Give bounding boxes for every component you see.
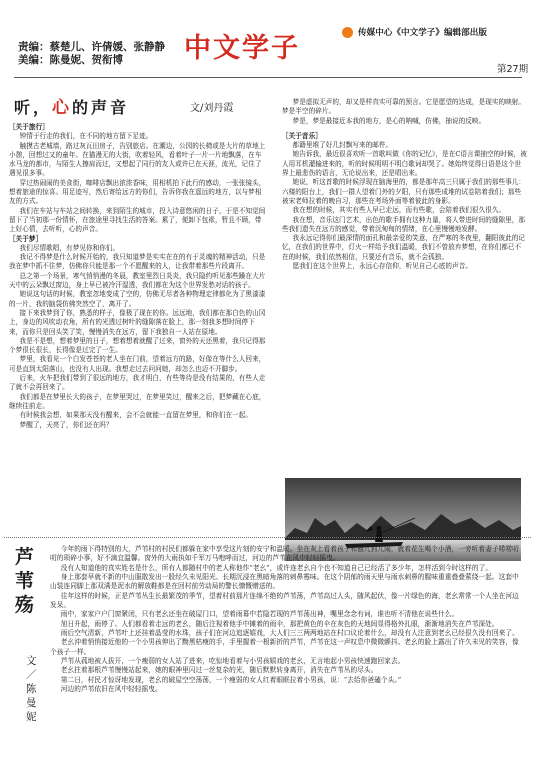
paragraph: 没有人知道他的真实姓名是什么，所有人都随村中的老人称他作“老幺”，或许连老幺自个也不知道自己已经活了多少年，怎样活到今时这样的了。 xyxy=(60,563,493,572)
paragraph: 后来，火车把我们带到了很远的地方，我才明白，有些等待是没有结果的，有些人走了就不会再回来了。 xyxy=(9,374,266,392)
article-divider xyxy=(4,537,531,538)
article1-title-a: 听， xyxy=(14,98,53,117)
paragraph: 接下来我梦到了你，熟悉的样子，像极了现在的你。远远地，我们都在那白色的山冈上，身边的风吹动衣角，所有的光透过树叶的缝隙落在脸上，那一刻我多想时间停下来，而你只是回头笑了笑，慢慢消失在远方，留下我独自一人站在原地。 xyxy=(9,308,266,336)
header-divider xyxy=(14,77,522,78)
section-travel-heading: ［关于旅行］ xyxy=(9,123,49,131)
paragraph: 穿过热闹闹的美食街，咖啡店飘出浓浓香味，用相机拍下此行的感动，一张张镜头，想着旅途的惊喜。用足迹写，然后寄给远方的你们，告诉你我在遥远的地方，以与梦相友的方式。 xyxy=(9,178,266,206)
paragraph: 老幺拄着那根芦苇慢慢站起来，她的眼神里闪过一丝复杂的光，随后默默转身离开，消失在芦苇丛的尽头。 xyxy=(60,666,378,675)
paragraph: 旭日升起，雨停了。人们都看着走远的老幺，随后注视着他手中摊着的雨伞，那把黄色的伞在灰色的天地间显得格外扎眼，渐渐地消失在芦苇深处。 xyxy=(60,619,499,628)
orange-dot-icon xyxy=(342,27,353,38)
paragraph: 梦醒了，天亮了，你们还在吗？ xyxy=(19,420,113,429)
article1-right-column xyxy=(282,98,527,476)
paragraph: 愿我们在这个世界上，永远心存信仰，听见自己心底的声音。 xyxy=(292,262,472,271)
paragraph: 梦里，我看见一个白发苍苍的老人坐在门前，望着远方的路，好像在等什么人回来，可是直到太阳落山，也没有人出现。我想走过去问问她，却怎么也迈不开脚步。 xyxy=(9,355,266,373)
paragraph: 芦苇从菰地被人拔开，一个瘦弱的女人站了进来，吃惊地看着与小男孩嬉戏的老幺，无言地起小男孩快速跑回家去。 xyxy=(60,657,405,666)
editors-line: 责编：蔡楚儿、许倩媛、张静静 xyxy=(18,41,165,53)
paragraph: 我永远记得你们最深情的面孔和最亲爱的笑意，在严寒的冬夜里，翻阳彼此的记忆，在我们的世界中，灯火一样给予我们温暖，我们不曾放弃梦想，在你们都已不在的时候，我们依然相信，只要还有音乐，就不会孤独。 xyxy=(282,234,526,261)
paragraph: 我在想，音乐这门艺术，出色的歌手拥有这种力量，将人带进时间的缝隙里，那些我们遗失在远方的感觉，带着沉甸甸的情绪，在心里慢慢地发酵。 xyxy=(282,215,526,233)
paragraph: 雨中，家家户户门窗紧闭，只有老幺还坐在破屋门口，望着雨幕中若隐若现的芦苇荡出神，嘴里念念有词，谁也听不清他在说些什么。 xyxy=(60,610,459,619)
article2-author: 文／陈曼妮 xyxy=(26,655,37,723)
paragraph: 有时候我会想，如果那天没有醒来，会不会就能一直留在梦里，和你们在一起。 xyxy=(19,411,253,420)
paragraph: 雨后空气清新，芦苇叶上还挂着晶莹的水珠，孩子们在河边追逐嬉戏，大人们三三两两地站在村口议论着什么，却没有人注意到老幺已经很久没有回来了。 xyxy=(60,629,519,638)
article2-title: 芦苇殇 xyxy=(15,546,35,616)
paragraph: 她告诉我，最近很喜欢听一首歌叫做《你的记忆》，是在C语言课抽空的时候，被人用耳机灌输进来的，听的时候明明不明白歌词却哭了。她始终觉得日语是这个世界上最悲伤的语言，无论说出来，还是唱出来。 xyxy=(282,150,527,178)
paragraph: 梦是，梦是最接近本我的地方，是心的呐喊，仿佛，抽说的反映。 xyxy=(292,116,486,125)
paragraph: 今年的雨下得特别的大，芦苇村的村民们都躲在家中享受这片刻的安宁和温暖。坐在灰上看着孩子和猫儿狗儿闹，就着花生喝个小酒，一旁听着妻子唠唠叨叨的琐碎小事，好不滴宜温馨。窗外的大雨执如千军万马咆哮而过，河边的芦苇在风中轻轻摇曳。 xyxy=(50,545,519,563)
paragraph: 都籍里堆了好几封飘写来的邮件。 xyxy=(292,141,393,150)
paragraph: 钟情于行走的我们，在不同的地方留下足迹。 xyxy=(19,132,153,141)
publisher-info xyxy=(342,26,487,38)
masthead-title: 中文学子 xyxy=(184,33,300,64)
paragraph: 往年这样的时候，正是芦苇丛生长最繁茂的季节，望着村前那片连绵不绝的芦苇荡，芦苇高过人头，随风起伏，像一片绿色的海，老幺常常一个人坐在河边发呆。 xyxy=(50,591,519,610)
paragraph: 河边的芦苇依旧在风中轻轻摇曳。 xyxy=(60,685,162,694)
heart-character: 心 xyxy=(52,98,73,118)
paragraph: 老幺沖着悄悄接近他的一个小男孩伸出了黝黑枯瘦的手，手里握着一根新折的芦苇，芦苇在这一声叹息中微微颤抖。老幺的脸上露出了许久未见的笑容，像个孩子一样。 xyxy=(50,638,519,656)
designers-line: 美编：陈曼妮、贺衔博 xyxy=(18,54,123,66)
paragraph: 我们尽情歌唱，有梦见你和你们。 xyxy=(19,243,120,252)
article1-title xyxy=(14,93,184,118)
article1-title-b: 的声音 xyxy=(72,98,130,117)
paragraph: 梦是虚拟无声的，却又是样真实可靠的预言。它是愿望的达成，是现实的映射。梦是半空的碎片。 xyxy=(282,98,526,116)
paragraph: 总之第一个场景，寒气悄悄漫的冬晨，教室里烈日炎炎，我只隐约听见那些躁在大片天中的云朵飘过窗边，身上早已被冷汗湿透，我们都在为这个世界发愁对话的孩子。 xyxy=(9,271,266,290)
article2-body xyxy=(50,545,524,768)
paragraph: 我是不是想，想着梦里的日子，想着想着就醒了过来，窗外的天还黑着，我只记得那个梦很长很长，长得像是过完了一生。 xyxy=(9,336,266,355)
issue-number: 第27期 xyxy=(497,64,529,75)
paragraph: 身上那套早就不新的中山服散发出一股经久未见阳光、长期沉浸在黑暗角落的刺鼻霉味。在这个阴郁的雨天里与雨水刺鼻的腥味重重叠叠萦绕一起。这套中山装连同脚上那双满是泥水的解放鞋都是在回村前劳动局的警长慷慨赠送的。 xyxy=(50,573,519,591)
paragraph: 她说这句话的时候，教室忽地变成了空的，仿佛无尽者各种物理定律都化为了黑漆漆的一片，我的脑袋仿佛突然空了，离开了。 xyxy=(9,290,266,308)
paragraph: 我们都是在梦里长大的孩子，在梦里哭过，在梦里笑过，醒来之后，把梦藏在心底，继续往前走。 xyxy=(9,392,266,410)
paragraph: 我们在车站与车站之间转换，来到陌生的城市，投入诗意悠闲的日子，于是不知觉间留下了当初那一份情怀，在旅途里寻找生活的答案。累了，便卸下包袱，暂且不顾，带上好心情，去听听，心的声音。 xyxy=(9,206,266,234)
publisher-text: 传媒中心《中文学子》编辑部出版 xyxy=(358,28,487,38)
article1-body xyxy=(9,123,267,537)
paragraph: 我记不得梦是什么时候开始的，我只知道梦是实实在在的有于灵魂的精神活动，只是我在梦中抓不住梦，仿佛你只能是那一个不愿醒来的人，让我带着那些片段离开。 xyxy=(9,253,266,271)
paragraph: 她说，听这首歌的时候浮现在脑海里的，都是那年高三只属于我们的那些事儿：六楼的阳台上，我们一群人望着门外的夕阳，只有那些成堆的试卷陪着我们；那些被宋老师拉着的晚自习，那些在考场外面等着彼此的身影。 xyxy=(282,178,526,205)
article1-author: 文/刘丹霞 xyxy=(190,103,234,114)
section-music-heading: ［关于音乐］ xyxy=(282,131,322,140)
paragraph: 我在想的时候，其实有些人早已走远，而有些歌，会陪着我们很久很久。 xyxy=(292,206,506,215)
section-dream-heading: ［关于梦］ xyxy=(9,234,43,243)
editor-credits xyxy=(18,41,165,67)
paragraph: 触摸古老城墙，路过灰瓦田房子，告别旅店。在潮边，公园的长椅或是大片的草地上小憩，回想过又的童年。在猫漫无的大街，吹着轻风，看着叶子一片一片地飘落，在车水马龙的都市，与陌生人擦肩而过，又想起了同行的友人或许已在天涯，流光，记住了遇见很多事。 xyxy=(9,141,266,178)
paragraph: 第二日，村民才惊讶地发现，老幺的破屋空空荡荡，一个瘦弱的女人红着眼眶拉着小男孩，说：“去给你爸磕个头。” xyxy=(60,675,402,684)
